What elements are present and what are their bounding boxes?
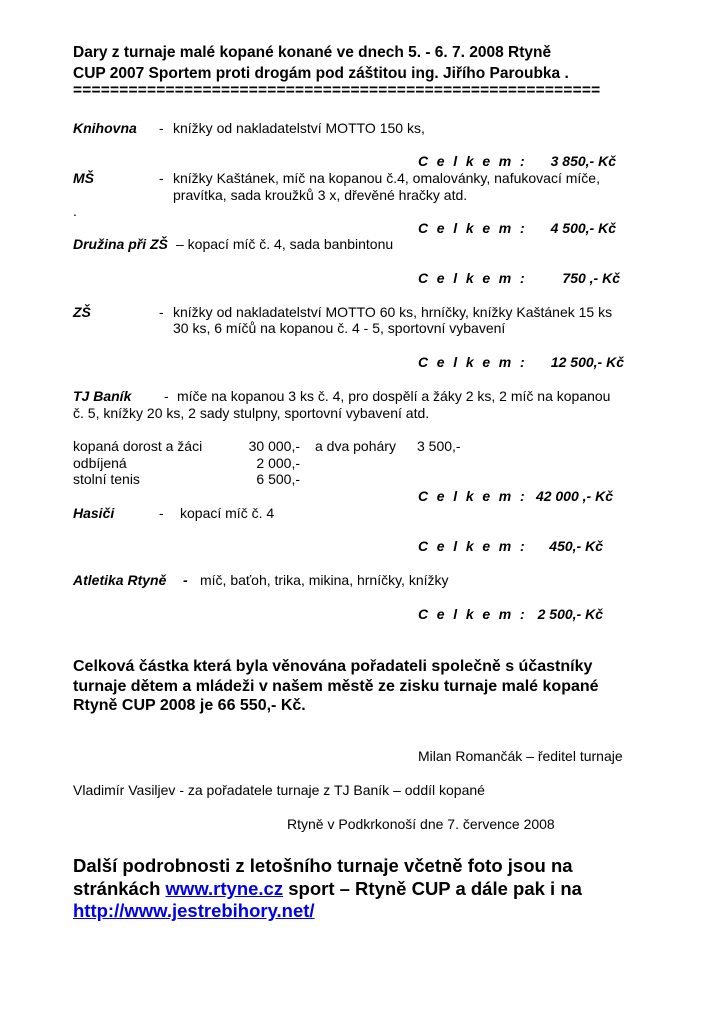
total-label: C e l k e m : (418, 606, 528, 622)
donor-items-knihovna: knížky od nakladatelství MOTTO 150 ks, (173, 120, 425, 136)
total-amount-zs: 12 500,- Kč (550, 354, 624, 370)
total-amount-hasici: 450,- Kč (549, 538, 603, 554)
breakdown-amount: 30 000,- (248, 438, 300, 454)
total-amount-atletika: 2 500,- Kč (537, 606, 603, 622)
total-label: C e l k e m : (418, 354, 528, 370)
donor-name-atletika: Atletika Rtyně (73, 572, 167, 588)
donor-dash: - (159, 505, 164, 521)
total-amount-druzina: 750 ,- Kč (562, 270, 620, 286)
breakdown-extra-amount: 3 500,- (417, 438, 461, 454)
donor-dash: - (183, 572, 188, 588)
donor-items-atletika: míč, baťoh, trika, mikina, hrníčky, knížky (200, 572, 449, 588)
total-label: C e l k e m : (418, 270, 528, 286)
signature-organizer: Vladimír Vasiljev - za pořadatele turnaje z TJ Baník – oddíl kopané (73, 782, 485, 798)
total-amount-knihovna: 3 850,- Kč (550, 153, 616, 169)
breakdown-label: kopaná dorost a žáci (73, 438, 203, 454)
donor-dash: - (164, 388, 169, 404)
total-amount-ms: 4 500,- Kč (550, 220, 616, 236)
total-amount-tj-banik: 42 000 ,- Kč (535, 488, 613, 504)
breakdown-amount: 6 500,- (256, 471, 300, 487)
summary-line-1: Celková částka která byla věnována pořadateli společně s účastníky (73, 658, 593, 675)
donor-name-druzina: Družina při ZŠ (73, 236, 168, 252)
donor-name-zs: ZŠ (73, 304, 91, 320)
footer-line-3 (73, 900, 315, 922)
donor-dash: - (159, 304, 164, 320)
donor-name-hasici: Hasiči (73, 505, 115, 521)
donor-dash: - (159, 170, 164, 186)
donor-items-tj-banik-line-2: č. 5, knížky 20 ks, 2 sady stulpny, sportovní vybavení atd. (73, 405, 430, 421)
breakdown-label: odbíjená (73, 455, 127, 471)
summary-line-2: turnaje dětem a mládeži v našem městě ze zisku turnaje malé kopané (73, 678, 599, 695)
stray-dot: . (73, 203, 77, 219)
donor-items-tj-banik-line-1: míče na kopanou 3 ks č. 4, pro dospělí a žáky 2 ks, 2 míč na kopanou (177, 388, 611, 404)
breakdown-amount: 2 000,- (256, 455, 300, 471)
footer-line-2-prefix: stránkách (73, 878, 166, 899)
document-title-line-2: CUP 2007 Sportem proti drogám pod záštitou ing. Jiřího Paroubka . (73, 65, 569, 82)
donor-items-druzina: – kopací míč č. 4, sada banbintonu (176, 236, 394, 252)
donor-name-ms: MŠ (73, 170, 94, 186)
total-label: C e l k e m : (418, 488, 528, 504)
donor-items-hasici: kopací míč č. 4 (180, 505, 275, 521)
footer-line-2 (73, 878, 582, 900)
footer-line-1: Další podrobnosti z letošního turnaje včetně foto jsou na (73, 855, 573, 876)
total-label: C e l k e m : (418, 538, 528, 554)
donor-name-knihovna: Knihovna (73, 120, 137, 136)
link-jestrebihory[interactable]: http://www.jestrebihory.net/ (73, 900, 315, 921)
donor-items-zs-line-2: 30 ks, 6 míčů na kopanou č. 4 - 5, sportovní vybavení (173, 320, 506, 336)
signature-director: Milan Romančák – ředitel turnaje (418, 748, 623, 764)
title-separator: ========================================================= (73, 82, 601, 99)
place-and-date: Rtyně v Podkrkonoší dne 7. července 2008 (287, 816, 555, 832)
breakdown-label: stolní tenis (73, 471, 140, 487)
document-title-line-1: Dary z turnaje malé kopané konané ve dnech 5. - 6. 7. 2008 Rtyně (73, 44, 552, 61)
donor-name-tj-banik: TJ Baník (73, 388, 132, 404)
donor-items-zs-line-1: knížky od nakladatelství MOTTO 60 ks, hrníčky, knížky Kaštánek 15 ks (173, 304, 613, 320)
total-label: C e l k e m : (418, 220, 528, 236)
donor-items-ms-line-1: knížky Kaštánek, míč na kopanou č.4, omalovánky, nafukovací míče, (173, 170, 600, 186)
donor-dash: - (159, 120, 164, 136)
link-rtyne[interactable]: www.rtyne.cz (165, 878, 284, 899)
breakdown-extra: a dva poháry (315, 438, 396, 454)
donor-items-ms-line-2: pravítka, sada kroužků 3 x, dřevěné hračky atd. (173, 187, 468, 203)
summary-line-3: Rtyně CUP 2008 je 66 550,- Kč. (73, 697, 306, 714)
footer-line-2-suffix: sport – Rtyně CUP a dále pak i na (283, 878, 582, 899)
total-label: C e l k e m : (418, 153, 528, 169)
